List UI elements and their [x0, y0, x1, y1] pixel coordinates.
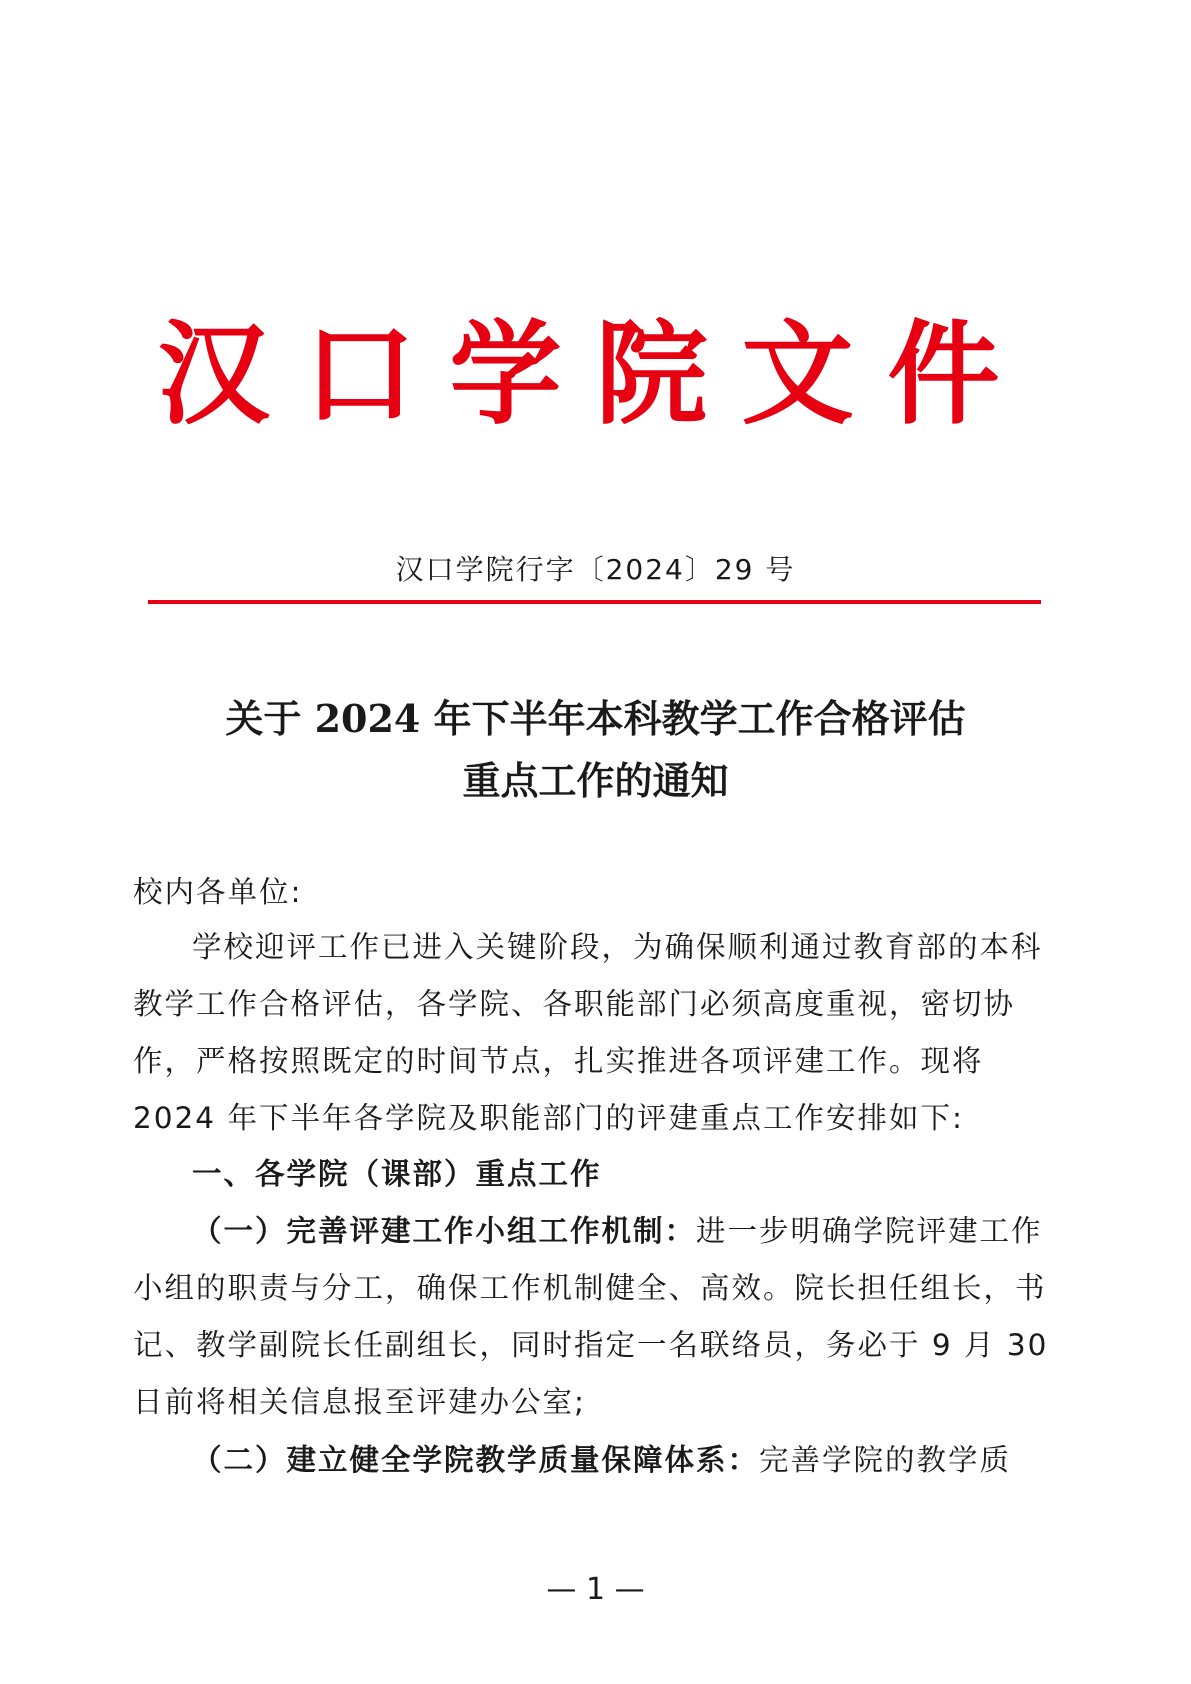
item-2-lead: （二）建立健全学院教学质量保障体系：	[192, 1443, 760, 1477]
item-1-lead: （一）完善评建工作小组工作机制：	[192, 1214, 697, 1248]
body-paragraph-item-2	[133, 1432, 1058, 1489]
salutation: 校内各单位:	[133, 875, 303, 909]
page-number: — 1 —	[546, 1572, 645, 1607]
intro-text: 学校迎评工作已进入关键阶段，为确保顺利通过教育部的本科教学工作合格评估，各学院、各职能部门必须高度重视，密切协作，严格按照既定的时间节点，扎实推进各项评建工作。现将 2024 年下半年各学院及职能部门的评建重点工作安排如下:	[133, 930, 1043, 1135]
item-2-text: 完善学院的教学质	[759, 1443, 1012, 1477]
notice-title-line-1: 关于 2024 年下半年本科教学工作合格评估	[225, 696, 966, 741]
notice-title	[0, 688, 1191, 812]
section-heading-colleges: 一、各学院（课部）重点工作	[192, 1157, 602, 1191]
document-number: 汉口学院行字〔2024〕29 号	[395, 553, 796, 586]
body-paragraph-item-1	[133, 1203, 1058, 1431]
body-paragraph-intro	[133, 919, 1058, 1147]
red-divider-rule	[148, 600, 1041, 604]
item-1-text: 进一步明确学院评建工作小组的职责与分工，确保工作机制健全、高效。院长担任组长，书记、教学副院长任副组长，同时指定一名联络员，务必于 9 月 30 日前将相关信息报至评建办公室;	[133, 1214, 1049, 1419]
notice-title-line-2: 重点工作的通知	[462, 758, 729, 803]
document-header-title: 汉口学院文件	[157, 309, 1034, 440]
